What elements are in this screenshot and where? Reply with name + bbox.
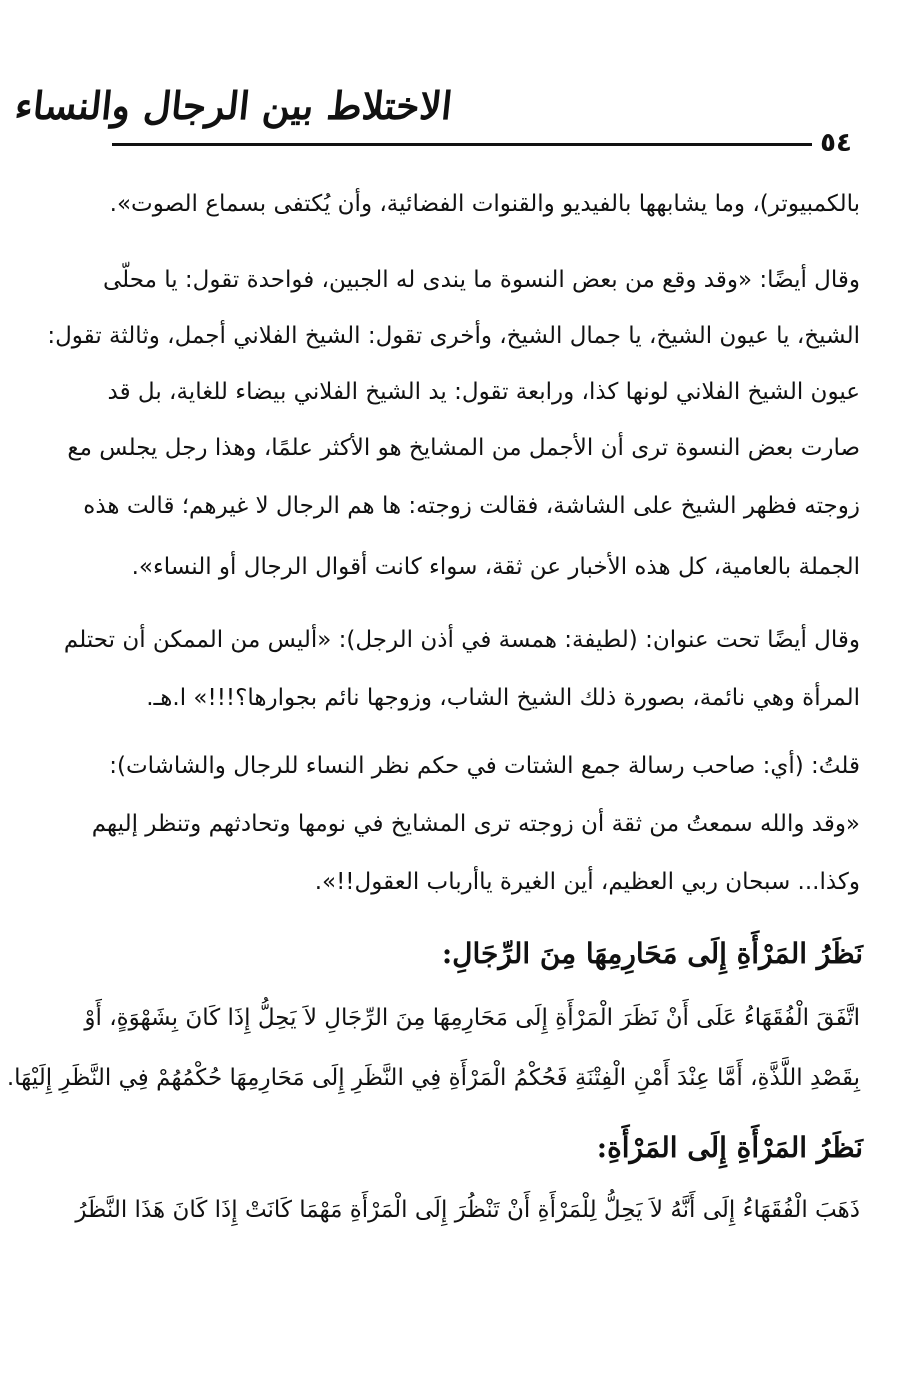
text-line: بِقَصْدِ اللَّذَّةِ، أَمَّا عِنْدَ أَمْنِ الْفِتْنَةِ فَحُكْمُ الْمَرْأَةِ فِي النَّظَرِ إِلَى مَحَارِمِهَا حُكْمُهُمْ فِي النَّظَرِ إِلَيْهَا. <box>6 1065 860 1091</box>
text-line: الشيخ، يا عيون الشيخ، يا جمال الشيخ، وأخرى تقول: الشيخ الفلاني أجمل، وثالثة تقول: <box>47 323 860 349</box>
text-line: ذَهَبَ الْفُقَهَاءُ إِلَى أَنَّهُ لاَ يَحِلُّ لِلْمَرْأَةِ أَنْ تَنْظُرَ إِلَى الْمَرْأَةِ مَهْمَا كَانَتْ إِذَا كَانَ هَذَا النَّظَرُ <box>75 1197 860 1223</box>
text-line: اتَّفَقَ الْفُقَهَاءُ عَلَى أَنْ نَظَرَ الْمَرْأَةِ إِلَى مَحَارِمِهَا مِنَ الرِّجَالِ لاَ يَحِلُّ إِذَا كَانَ بِشَهْوَةٍ، أَوْ <box>84 1005 860 1031</box>
header-rule <box>112 143 812 146</box>
text-line: المرأة وهي نائمة، بصورة ذلك الشيخ الشاب، وزوجها نائم بجوارها؟!!!» ا.هـ. <box>146 685 860 711</box>
text-line: زوجته فظهر الشيخ على الشاشة، فقالت زوجته: ها هم الرجال لا غيرهم؛ قالت هذه <box>83 493 860 519</box>
section-heading: نَظَرُ المَرْأَةِ إِلَى المَرْأَةِ: <box>596 1131 863 1164</box>
text-line: وقال أيضًا تحت عنوان: (لطيفة: همسة في أذن الرجل): «أليس من الممكن أن تحتلم <box>63 627 860 653</box>
text-line: الجملة بالعامية، كل هذه الأخبار عن ثقة، سواء كانت أقوال الرجال أو النساء». <box>131 554 860 580</box>
text-line: وكذا... سبحان ربي العظيم، أين الغيرة ياأرباب العقول!!». <box>314 869 860 895</box>
text-line: صارت بعض النسوة ترى أن الأجمل من المشايخ هو الأكثر علمًا، وهذا رجل يجلس مع <box>67 435 860 461</box>
page-number: ٥٤ <box>820 128 852 158</box>
text-line: بالكمبيوتر)، وما يشابهها بالفيديو والقنوات الفضائية، وأن يُكتفى بسماع الصوت». <box>109 191 860 217</box>
text-line: وقال أيضًا: «وقد وقع من بعض النسوة ما يندى له الجبين، فواحدة تقول: يا محلّى <box>102 267 860 293</box>
text-line: عيون الشيخ الفلاني لونها كذا، ورابعة تقول: يد الشيخ الفلاني بيضاء للغاية، بل قد <box>107 379 860 405</box>
running-header-title: الاختلاط بين الرجال والنساء <box>12 83 455 128</box>
text-line: «وقد والله سمعتُ من ثقة أن زوجته ترى المشايخ في نومها وتحادثهم وتنظر إليهم <box>91 811 860 837</box>
text-line: قلتُ: (أي: صاحب رسالة جمع الشتات في حكم نظر النساء للرجال والشاشات): <box>109 753 860 779</box>
section-heading: نَظَرُ المَرْأَةِ إِلَى مَحَارِمِهَا مِنَ الرِّجَالِ: <box>441 937 863 970</box>
